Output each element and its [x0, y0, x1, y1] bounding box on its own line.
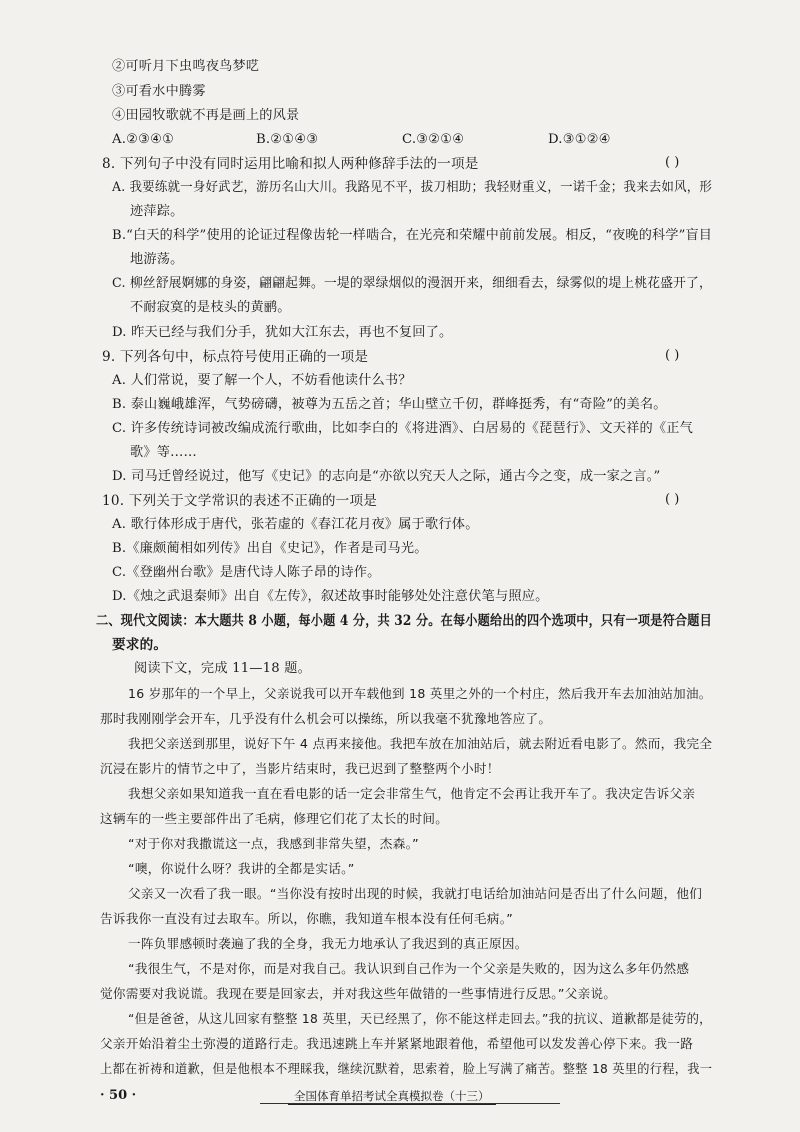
q8-option-c-cont: 不耐寂寞的是枝头的黄鹂。: [130, 300, 291, 315]
q9-option-b: B. 泰山巍峨雄浑，气势磅礴，被尊为五岳之首；华山壁立千仞，群峰挺秀，有“奇险”的美名。: [112, 397, 667, 412]
passage-line: “我很生气，不是对你，而是对我自己。我认识到自己作为一个父亲是失败的，因为这么多年仍然感: [128, 961, 690, 976]
q8-option-a: A. 我要练就一身好武艺，游历名山大川。我路见不平，拔刀相助；我轻财重义，一诺千金；我来去如风，形: [112, 180, 713, 195]
passage-line: 我把父亲送到那里，说好下午 4 点再来接他。我把车放在加油站后，就去附近看电影了。然而，我完全: [128, 736, 713, 751]
q10-answer-paren: ( ): [665, 492, 680, 507]
passage-line: “但是爸爸，从这儿回家有整整 18 英里，天已经黑了，你不能这样走回去。”我的抗议、道歉都是徒劳的，: [128, 1011, 712, 1026]
q7-choice-b: B.②①④③: [256, 132, 319, 147]
passage-line: 沉浸在影片的情节之中了，当影片结束时，我已迟到了整整两个小时！: [100, 761, 500, 776]
q10-option-a: A. 歌行体形成于唐代，张若虚的《春江花月夜》属于歌行体。: [112, 517, 479, 532]
q9-answer-paren: ( ): [665, 348, 680, 363]
q8-option-d: D. 昨天已经与我们分手，犹如大江东去，再也不复回了。: [112, 325, 453, 340]
q8-option-c: C. 柳丝舒展婀娜的身姿，翩翩起舞。一堤的翠绿烟似的漫洇开来，细细看去，绿雾似的堤上桃花盛开了，: [112, 276, 712, 291]
q10-option-c: C.《登幽州台歌》是唐代诗人陈子昂的诗作。: [112, 565, 381, 580]
q8-option-b: B.“白天的科学”使用的论证过程像齿轮一样啮合，在光亮和荣耀中前前发展。相反，“夜晚的科学”盲目: [112, 228, 713, 243]
passage-line: 父亲开始沿着尘土弥漫的道路行走。我迅速跳上车并紧紧地跟着他，希望他可以发发善心停下来。我一路: [100, 1036, 694, 1051]
q9-option-d: D. 司马迁曾经说过，他写《史记》的志向是“亦欲以究天人之际，通古今之变，成一家之言。”: [112, 469, 661, 484]
section-2-heading: 二、现代文阅读：本大题共 8 小题，每小题 4 分，共 32 分。在每小题给出的四个选项中，只有一项是符合题目: [96, 613, 712, 629]
passage-line: 一阵负罪感顿时袭遍了我的全身，我无力地承认了我迟到的真正原因。: [128, 936, 528, 951]
section-2-heading-cont: 要求的。: [112, 637, 168, 653]
footer-title: 全国体育单招考试全真模拟卷（十三）: [288, 1088, 496, 1105]
passage-line: 父亲又一次看了我一眼。“当你没有按时出现的时候，我就打电话给加油站问是否出了什么问题，他们: [128, 886, 703, 901]
q7-choice-c: C.③②①④: [402, 132, 465, 147]
passage-line: 我想父亲如果知道我一直在看电影的话一定会非常生气，他肯定不会再让我开车了。我决定告诉父亲: [128, 786, 696, 801]
passage-line: 那时我刚刚学会开车，几乎没有什么机会可以操练，所以我毫不犹豫地答应了。: [100, 711, 552, 726]
q8-option-a-cont: 迹萍踪。: [130, 204, 184, 219]
q10-option-b: B.《廉颇蔺相如列传》出自《史记》，作者是司马光。: [112, 541, 428, 556]
passage-line: 16 岁那年的一个早上，父亲说我可以开车载他到 18 英里之外的一个村庄，然后我开车去加油站加油。: [128, 686, 712, 701]
passage-line: “噢，你说什么呀？我讲的全都是实话。”: [128, 861, 355, 876]
q9-option-c-cont: 歌》等……: [130, 445, 197, 460]
passage-line: 这辆车的一些主要部件出了毛病，修理它们花了太长的时间。: [100, 811, 449, 826]
q7-item-4: ④田园牧歌就不再是画上的风景: [112, 108, 300, 123]
reading-instruction: 阅读下文，完成 11—18 题。: [134, 661, 312, 676]
q9-option-a: A. 人们常说，要了解一个人，不妨看他读什么书？: [112, 373, 412, 388]
q7-item-2: ②可听月下虫鸣夜鸟梦呓: [112, 59, 260, 74]
q7-choice-a: A.②③④①: [112, 132, 175, 147]
q9-option-c: C. 许多传统诗词被改编成流行歌曲，比如李白的《将进酒》、白居易的《琵琶行》、文天祥的《正气: [112, 421, 694, 436]
q9-stem: 9. 下列各句中，标点符号使用正确的一项是: [102, 349, 369, 365]
passage-line: 觉你需要对我说谎。我现在要是回家去，并对我这些年做错的一些事情进行反思。”父亲说。: [100, 986, 617, 1001]
passage-line: 告诉我你一直没有过去取车。所以，你瞧，我知道车根本没有任何毛病。”: [100, 911, 514, 926]
q10-option-d: D.《烛之武退秦师》出自《左传》，叙述故事时能够处处注意伏笔与照应。: [112, 589, 549, 604]
page-number: · 50 ·: [100, 1088, 137, 1103]
q8-answer-paren: ( ): [665, 155, 680, 170]
q8-option-b-cont: 地游荡。: [130, 252, 184, 267]
q7-choice-d: D.③①②④: [548, 132, 611, 147]
q7-item-3: ③可看水中腾雾: [112, 84, 206, 99]
passage-line: “对于你对我撒谎这一点，我感到非常失望，杰森。”: [128, 836, 420, 851]
q8-stem: 8. 下列句子中没有同时运用比喻和拟人两种修辞手法的一项是: [102, 156, 479, 172]
q10-stem: 10. 下列关于文学常识的表述不正确的一项是: [102, 493, 378, 509]
passage-line: 上都在祈祷和道歉，但是他根本不理睬我，继续沉默着，思索着，脸上写满了痛苦。整整 18 英里的行程，我一: [100, 1061, 713, 1076]
